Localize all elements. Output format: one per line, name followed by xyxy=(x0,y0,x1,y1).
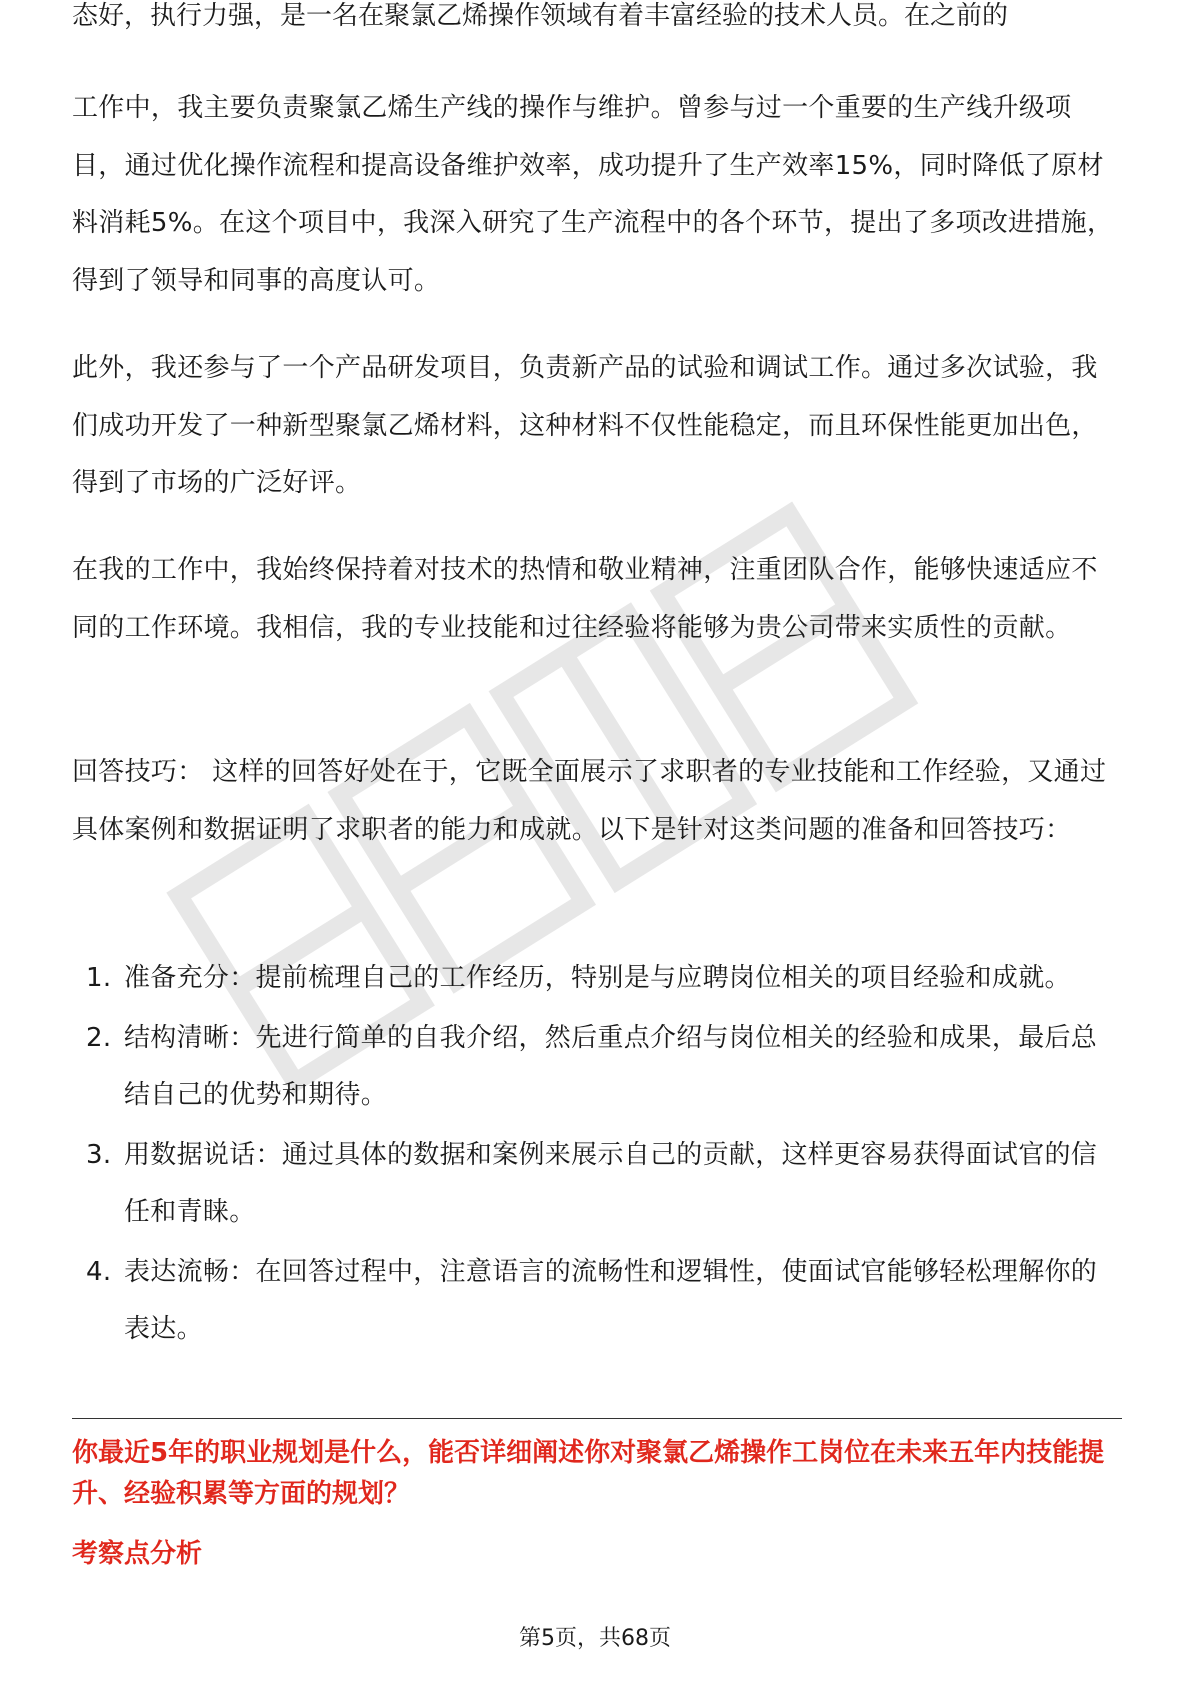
list-item-number: 2. xyxy=(86,1022,112,1053)
list-item-text: 用数据说话：通过具体的数据和案例来展示自己的贡献，这样更容易获得面试官的信任和青睐。 xyxy=(124,1139,1098,1227)
next-question-heading: 你最近5年的职业规划是什么，能否详细阐述你对聚氯乙烯操作工岗位在未来五年内技能提升、经验积累等方面的规划？ xyxy=(72,1438,1105,1509)
section-divider xyxy=(72,1418,1122,1419)
analysis-section-title: 考察点分析 xyxy=(72,1539,203,1569)
list-item xyxy=(72,1244,1122,1359)
list-item xyxy=(72,1010,1122,1125)
list-item-text: 准备充分：提前梳理自己的工作经历，特别是与应聘岗位相关的项目经验和成就。 xyxy=(124,963,1071,993)
paragraph-rd-project: 此外，我还参与了一个产品研发项目，负责新产品的试验和调试工作。通过多次试验，我们成功开发了一种新型聚氯乙烯材料，这种材料不仅性能稳定，而且环保性能更加出色，得到了市场的广泛好评。 xyxy=(72,353,1098,498)
paragraph-work-experience: 工作中，我主要负责聚氯乙烯生产线的操作与维护。曾参与过一个重要的生产线升级项目，通过优化操作流程和提高设备维护效率，成功提升了生产效率15%，同时降低了原材料消耗5%。在这个项目中，我深入研究了生产流程中的各个环节，提出了多项改进措施，得到了领导和同事的高度认可。 xyxy=(72,93,1114,296)
paragraph-attitude: 在我的工作中，我始终保持着对技术的热情和敬业精神，注重团队合作，能够快速适应不同的工作环境。我相信，我的专业技能和过往经验将能够为贵公司带来实质性的贡献。 xyxy=(72,555,1098,643)
cut-off-text: 态好，执行力强，是一名在聚氯乙烯操作领域有着丰富经验的技术人员。在之前的 xyxy=(72,1,1009,31)
cut-off-top-line xyxy=(72,1,1122,68)
list-item-text: 表达流畅：在回答过程中，注意语言的流畅性和逻辑性，使面试官能够轻松理解你的表达。 xyxy=(124,1256,1098,1344)
paragraph-answer-tips: 回答技巧： 这样的回答好处在于，它既全面展示了求职者的专业技能和工作经验，又通过具体案例和数据证明了求职者的能力和成就。以下是针对这类问题的准备和回答技巧： xyxy=(72,757,1107,845)
tips-list xyxy=(72,950,1122,1361)
list-item-number: 3. xyxy=(86,1139,112,1170)
list-item-number: 4. xyxy=(86,1256,112,1287)
list-item xyxy=(72,950,1122,1008)
list-item-number: 1. xyxy=(86,963,112,993)
list-item xyxy=(72,1127,1122,1242)
list-item-text: 结构清晰：先进行简单的自我介绍，然后重点介绍与岗位相关的经验和成果，最后总结自己的优势和期待。 xyxy=(124,1022,1098,1110)
page-number-footer: 第5页，共68页 xyxy=(519,1626,671,1651)
